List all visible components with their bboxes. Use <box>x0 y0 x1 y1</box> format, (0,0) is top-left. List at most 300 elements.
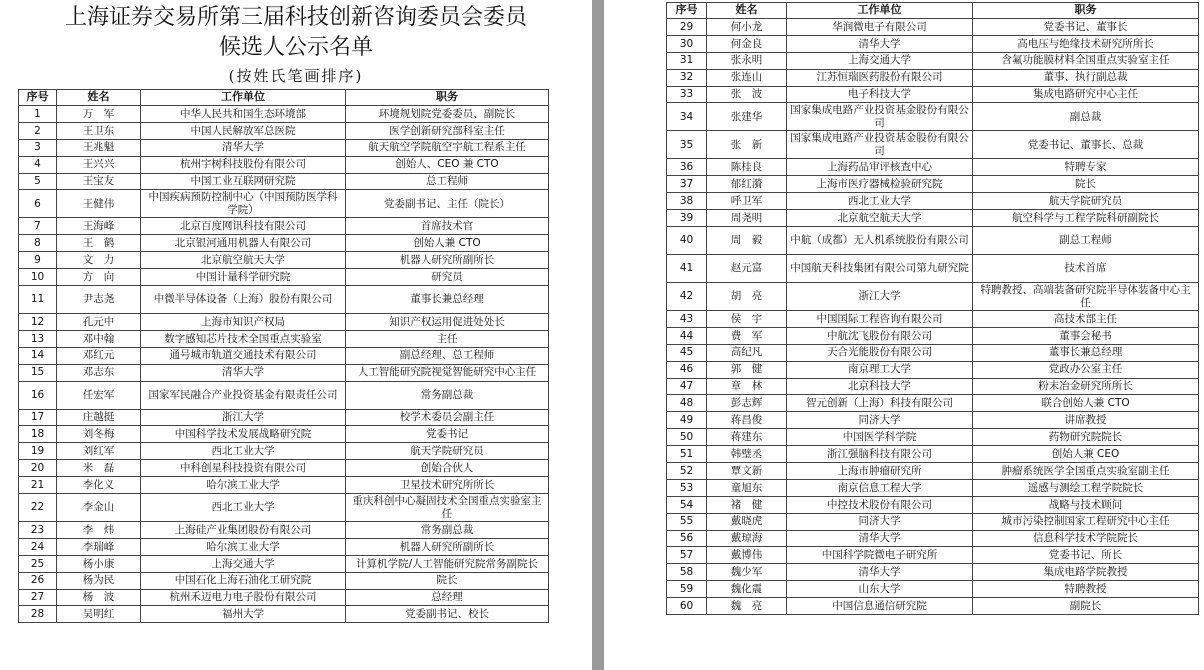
row-number: 37 <box>667 176 707 193</box>
header-title: 职务 <box>973 3 1199 19</box>
work-unit: 清华大学 <box>787 564 973 581</box>
position: 创始合伙人 <box>346 460 549 477</box>
row-number: 2 <box>19 122 57 139</box>
table-row <box>667 35 1199 52</box>
document-title: 上海证券交易所第三届科技创新咨询委员会委员 <box>64 5 527 30</box>
table-row <box>19 522 549 539</box>
row-number: 46 <box>667 361 707 378</box>
row-number: 3 <box>19 139 57 156</box>
position: 常务副总裁 <box>346 522 549 539</box>
candidate-name: 蒋建东 <box>707 429 787 446</box>
work-unit: 浙江大学 <box>787 283 973 311</box>
position: 院长 <box>346 572 549 589</box>
row-number: 38 <box>667 193 707 210</box>
work-unit: 国家集成电路产业投资基金股份有限公司 <box>787 103 973 131</box>
candidate-name: 刘红军 <box>57 443 141 460</box>
candidate-name: 褚 健 <box>707 496 787 513</box>
candidate-name: 王健伟 <box>57 190 141 218</box>
work-unit: 清华大学 <box>141 139 346 156</box>
row-number: 41 <box>667 255 707 283</box>
row-number: 9 <box>19 252 57 269</box>
header-no: 序号 <box>19 90 57 106</box>
table-row <box>667 86 1199 103</box>
row-number: 52 <box>667 463 707 480</box>
row-number: 7 <box>19 218 57 235</box>
position: 党委书记 <box>346 426 549 443</box>
row-number: 60 <box>667 598 707 615</box>
position: 副总工程师 <box>973 227 1199 255</box>
candidate-name: 方 向 <box>57 269 141 286</box>
candidate-name: 张建华 <box>707 103 787 131</box>
position: 特聘专家 <box>973 159 1199 176</box>
position: 创始人兼 CTO <box>346 235 549 252</box>
table-row <box>667 311 1199 328</box>
table-row <box>19 235 549 252</box>
row-number: 29 <box>667 19 707 36</box>
row-number: 12 <box>19 314 57 331</box>
position: 环境规划院党委委员、副院长 <box>346 106 549 123</box>
row-number: 59 <box>667 581 707 598</box>
candidate-name: 费 军 <box>707 327 787 344</box>
table-row <box>19 122 549 139</box>
position: 航天学院研究员 <box>973 193 1199 210</box>
table-row <box>667 395 1199 412</box>
row-number: 32 <box>667 69 707 86</box>
work-unit: 西北工业大学 <box>141 443 346 460</box>
table-row <box>19 381 549 409</box>
row-number: 50 <box>667 429 707 446</box>
candidate-name: 呼卫军 <box>707 193 787 210</box>
work-unit: 上海药品审评核查中心 <box>787 159 973 176</box>
work-unit: 山东大学 <box>787 581 973 598</box>
position: 城市污染控制国家工程研究中心主任 <box>973 513 1199 530</box>
document-subtitle: (按姓氏笔画排序) <box>228 67 364 85</box>
table-row <box>19 252 549 269</box>
candidate-name: 陈桂良 <box>707 159 787 176</box>
table-row <box>19 286 549 314</box>
row-number: 56 <box>667 530 707 547</box>
row-number: 53 <box>667 479 707 496</box>
position: 研究员 <box>346 269 549 286</box>
candidate-name: 周 毅 <box>707 227 787 255</box>
candidate-name: 万 军 <box>57 106 141 123</box>
work-unit: 国家军民融合产业投资基金有限责任公司 <box>141 381 346 409</box>
work-unit: 北京航空航天大学 <box>141 252 346 269</box>
candidate-name: 韩璧丞 <box>707 446 787 463</box>
work-unit: 上海市肿瘤研究所 <box>787 463 973 480</box>
table-row <box>19 460 549 477</box>
position: 重庆科创中心凝固技术全国重点实验室主任 <box>346 494 549 522</box>
position: 董事长兼总经理 <box>346 286 549 314</box>
position: 党委副书记、主任（院长） <box>346 190 549 218</box>
row-number: 23 <box>19 522 57 539</box>
work-unit: 清华大学 <box>787 35 973 52</box>
table-row <box>19 477 549 494</box>
row-number: 39 <box>667 210 707 227</box>
row-number: 36 <box>667 159 707 176</box>
candidate-name: 戴晓虎 <box>707 513 787 530</box>
position: 集成电路研究中心主任 <box>973 86 1199 103</box>
work-unit: 通号城市轨道交通技术有限公司 <box>141 347 346 364</box>
position: 创始人兼 CEO <box>973 446 1199 463</box>
position: 院长 <box>973 176 1199 193</box>
position: 特聘教授、高端装备研究院半导体装备中心主任 <box>973 283 1199 311</box>
candidate-name: 赵元富 <box>707 255 787 283</box>
candidate-name: 吴明红 <box>57 606 141 623</box>
work-unit: 中控技术股份有限公司 <box>787 496 973 513</box>
work-unit: 上海硅产业集团股份有限公司 <box>141 522 346 539</box>
candidate-name: 李金山 <box>57 494 141 522</box>
work-unit: 中国人民解放军总医院 <box>141 122 346 139</box>
candidate-name: 高纪凡 <box>707 344 787 361</box>
work-unit: 上海交通大学 <box>787 52 973 69</box>
candidate-name: 王 鹤 <box>57 235 141 252</box>
row-number: 14 <box>19 347 57 364</box>
table-row <box>667 255 1199 283</box>
table-row <box>19 173 549 190</box>
position: 航天航空学院航空宇航工程系主任 <box>346 139 549 156</box>
row-number: 15 <box>19 364 57 381</box>
candidate-name: 邓红元 <box>57 347 141 364</box>
position: 高技术部主任 <box>973 311 1199 328</box>
document-title-line2: 候选人公示名单 <box>218 35 373 60</box>
row-number: 55 <box>667 513 707 530</box>
candidate-name: 何金良 <box>707 35 787 52</box>
candidate-name: 王卫东 <box>57 122 141 139</box>
candidate-name: 李 炜 <box>57 522 141 539</box>
work-unit: 西北工业大学 <box>141 494 346 522</box>
table-row <box>19 426 549 443</box>
table-row <box>667 361 1199 378</box>
row-number: 54 <box>667 496 707 513</box>
row-number: 19 <box>19 443 57 460</box>
candidate-name: 胡 亮 <box>707 283 787 311</box>
work-unit: 哈尔滨工业大学 <box>141 477 346 494</box>
candidate-name: 杨 波 <box>57 589 141 606</box>
work-unit: 北京银河通用机器人有限公司 <box>141 235 346 252</box>
candidate-name: 文 力 <box>57 252 141 269</box>
candidate-name: 杨小康 <box>57 555 141 572</box>
row-number: 1 <box>19 106 57 123</box>
work-unit: 上海市医疗器械检验研究院 <box>787 176 973 193</box>
table-row <box>667 52 1199 69</box>
table-row <box>19 494 549 522</box>
table-row <box>19 330 549 347</box>
row-number: 6 <box>19 190 57 218</box>
candidate-name: 庄越挺 <box>57 409 141 426</box>
row-number: 13 <box>19 330 57 347</box>
table-row <box>19 156 549 173</box>
candidate-name: 章 林 <box>707 378 787 395</box>
position: 遥感与测绘工程学院院长 <box>973 479 1199 496</box>
work-unit: 哈尔滨工业大学 <box>141 538 346 555</box>
table-row <box>667 283 1199 311</box>
row-number: 11 <box>19 286 57 314</box>
position: 机器人研究所副所长 <box>346 252 549 269</box>
table-row <box>19 139 549 156</box>
candidate-name: 戴琼海 <box>707 530 787 547</box>
row-number: 20 <box>19 460 57 477</box>
row-number: 28 <box>19 606 57 623</box>
position: 肿瘤系统医学全国重点实验室副主任 <box>973 463 1199 480</box>
candidate-name: 孔元中 <box>57 314 141 331</box>
table-row <box>19 269 549 286</box>
row-number: 17 <box>19 409 57 426</box>
table-row <box>19 589 549 606</box>
work-unit: 国家集成电路产业投资基金股份有限公司 <box>787 131 973 159</box>
document-page-left <box>0 0 592 670</box>
table-row <box>19 106 549 123</box>
position: 党政办公室主任 <box>973 361 1199 378</box>
position: 知识产权运用促进处处长 <box>346 314 549 331</box>
position: 总工程师 <box>346 173 549 190</box>
row-number: 4 <box>19 156 57 173</box>
position: 首席技术官 <box>346 218 549 235</box>
position: 党委书记、所长 <box>973 547 1199 564</box>
row-number: 24 <box>19 538 57 555</box>
table-row <box>667 69 1199 86</box>
row-number: 10 <box>19 269 57 286</box>
position: 总经理 <box>346 589 549 606</box>
work-unit: 中国航天科技集团有限公司第九研究院 <box>787 255 973 283</box>
row-number: 31 <box>667 52 707 69</box>
table-row <box>667 19 1199 36</box>
work-unit: 中国科学院微电子研究所 <box>787 547 973 564</box>
work-unit: 中航（成都）无人机系统股份有限公司 <box>787 227 973 255</box>
work-unit: 江苏恒瑞医药股份有限公司 <box>787 69 973 86</box>
position: 医学创新研究部科室主任 <box>346 122 549 139</box>
row-number: 35 <box>667 131 707 159</box>
table-row <box>667 496 1199 513</box>
table-row <box>667 327 1199 344</box>
candidate-name: 米 磊 <box>57 460 141 477</box>
work-unit: 北京航空航天大学 <box>787 210 973 227</box>
work-unit: 电子科技大学 <box>787 86 973 103</box>
work-unit: 清华大学 <box>141 364 346 381</box>
work-unit: 中国石化上海石油化工研究院 <box>141 572 346 589</box>
row-number: 58 <box>667 564 707 581</box>
position: 董事会秘书 <box>973 327 1199 344</box>
position: 创始人、CEO 兼 CTO <box>346 156 549 173</box>
work-unit: 中科创星科技投资有限公司 <box>141 460 346 477</box>
row-number: 25 <box>19 555 57 572</box>
candidate-name: 郭 健 <box>707 361 787 378</box>
position: 技术首席 <box>973 255 1199 283</box>
row-number: 21 <box>19 477 57 494</box>
table-row <box>19 572 549 589</box>
work-unit: 北京百度网讯科技有限公司 <box>141 218 346 235</box>
work-unit: 南京信息工程大学 <box>787 479 973 496</box>
table-row <box>667 564 1199 581</box>
document-page-right <box>604 0 1204 670</box>
work-unit: 中国医学科学院 <box>787 429 973 446</box>
row-number: 48 <box>667 395 707 412</box>
candidate-name: 王宝友 <box>57 173 141 190</box>
position: 机器人研究所副所长 <box>346 538 549 555</box>
table-row <box>667 210 1199 227</box>
candidate-name: 王兴兴 <box>57 156 141 173</box>
candidate-name: 何小龙 <box>707 19 787 36</box>
candidate-name: 张 新 <box>707 131 787 159</box>
table-row <box>667 131 1199 159</box>
candidate-table-part2 <box>666 2 1199 615</box>
table-row <box>667 479 1199 496</box>
candidate-name: 任宏军 <box>57 381 141 409</box>
position: 人工智能研究院视觉智能研究中心主任 <box>346 364 549 381</box>
table-row <box>667 547 1199 564</box>
position: 常务副总裁 <box>346 381 549 409</box>
position: 主任 <box>346 330 549 347</box>
table-header-row <box>19 90 549 106</box>
position: 党委书记、董事长、总裁 <box>973 131 1199 159</box>
work-unit: 浙江强脑科技有限公司 <box>787 446 973 463</box>
candidate-table-part1 <box>18 89 549 623</box>
work-unit: 中微半导体设备（上海）股份有限公司 <box>141 286 346 314</box>
row-number: 40 <box>667 227 707 255</box>
header-title: 职务 <box>346 90 549 106</box>
candidate-name: 尹志尧 <box>57 286 141 314</box>
table-row <box>667 446 1199 463</box>
work-unit: 浙江大学 <box>141 409 346 426</box>
candidate-name: 邓志东 <box>57 364 141 381</box>
table-row <box>667 193 1199 210</box>
candidate-name: 童旭东 <box>707 479 787 496</box>
candidate-name: 李化义 <box>57 477 141 494</box>
work-unit: 清华大学 <box>787 530 973 547</box>
table-row <box>19 443 549 460</box>
position: 卫星技术研究所所长 <box>346 477 549 494</box>
work-unit: 华润微电子有限公司 <box>787 19 973 36</box>
position: 药物研究院院长 <box>973 429 1199 446</box>
table-header-row <box>667 3 1199 19</box>
table-row <box>667 412 1199 429</box>
position: 信息科学技术学院院长 <box>973 530 1199 547</box>
position: 含氟功能膜材料全国重点实验室主任 <box>973 52 1199 69</box>
header-name: 姓名 <box>707 3 787 19</box>
work-unit: 中国国际工程咨询有限公司 <box>787 311 973 328</box>
work-unit: 同济大学 <box>787 513 973 530</box>
candidate-name: 蒋昌俊 <box>707 412 787 429</box>
work-unit: 中国计量科学研究院 <box>141 269 346 286</box>
position: 讲席教授 <box>973 412 1199 429</box>
position: 计算机学院/人工智能研究院常务副院长 <box>346 555 549 572</box>
table-row <box>19 314 549 331</box>
work-unit: 中国工业互联网研究院 <box>141 173 346 190</box>
table-row <box>19 347 549 364</box>
candidate-name: 杨为民 <box>57 572 141 589</box>
header-name: 姓名 <box>57 90 141 106</box>
candidate-name: 刘冬梅 <box>57 426 141 443</box>
position: 航天学院研究员 <box>346 443 549 460</box>
candidate-name: 郁红漪 <box>707 176 787 193</box>
candidate-name: 李瑞峰 <box>57 538 141 555</box>
row-number: 45 <box>667 344 707 361</box>
work-unit: 中华人民共和国生态环境部 <box>141 106 346 123</box>
position: 联合创始人兼 CTO <box>973 395 1199 412</box>
candidate-name: 覃文新 <box>707 463 787 480</box>
candidate-name: 张永明 <box>707 52 787 69</box>
row-number: 44 <box>667 327 707 344</box>
work-unit: 中国疾病预防控制中心（中国预防医学科学院） <box>141 190 346 218</box>
row-number: 5 <box>19 173 57 190</box>
table-row <box>667 513 1199 530</box>
table-row <box>667 227 1199 255</box>
table-row <box>667 103 1199 131</box>
table-row <box>19 364 549 381</box>
candidate-name: 彭志辉 <box>707 395 787 412</box>
table-row <box>667 530 1199 547</box>
work-unit: 北京科技大学 <box>787 378 973 395</box>
row-number: 34 <box>667 103 707 131</box>
work-unit: 同济大学 <box>787 412 973 429</box>
position: 粉末冶金研究所所长 <box>973 378 1199 395</box>
table-row <box>667 378 1199 395</box>
position: 集成电路学院教授 <box>973 564 1199 581</box>
row-number: 42 <box>667 283 707 311</box>
work-unit: 杭州宇树科技股份有限公司 <box>141 156 346 173</box>
candidate-name: 张连山 <box>707 69 787 86</box>
row-number: 27 <box>19 589 57 606</box>
work-unit: 数字感知芯片技术全国重点实验室 <box>141 330 346 347</box>
position: 特聘教授 <box>973 581 1199 598</box>
work-unit: 杭州禾迈电力电子股份有限公司 <box>141 589 346 606</box>
candidate-name: 周尧明 <box>707 210 787 227</box>
row-number: 18 <box>19 426 57 443</box>
candidate-name: 王兆魁 <box>57 139 141 156</box>
position: 党委书记、董事长 <box>973 19 1199 36</box>
row-number: 49 <box>667 412 707 429</box>
work-unit: 南京理工大学 <box>787 361 973 378</box>
table-row <box>667 581 1199 598</box>
position: 董事长兼总经理 <box>973 344 1199 361</box>
table-row <box>19 538 549 555</box>
position: 校学术委员会副主任 <box>346 409 549 426</box>
work-unit: 中国科学技术发展战略研究院 <box>141 426 346 443</box>
candidate-name: 侯 宇 <box>707 311 787 328</box>
candidate-name: 张 波 <box>707 86 787 103</box>
position: 战略与技术顾问 <box>973 496 1199 513</box>
position: 党委副书记、校长 <box>346 606 549 623</box>
header-org: 工作单位 <box>787 3 973 19</box>
position: 副总经理、总工程师 <box>346 347 549 364</box>
position: 副院长 <box>973 598 1199 615</box>
work-unit: 上海市知识产权局 <box>141 314 346 331</box>
candidate-name: 魏少军 <box>707 564 787 581</box>
candidate-name: 王海峰 <box>57 218 141 235</box>
row-number: 47 <box>667 378 707 395</box>
candidate-name: 戴博伟 <box>707 547 787 564</box>
table-row <box>667 598 1199 615</box>
table-row <box>19 606 549 623</box>
header-org: 工作单位 <box>141 90 346 106</box>
table-row <box>667 429 1199 446</box>
row-number: 51 <box>667 446 707 463</box>
row-number: 57 <box>667 547 707 564</box>
work-unit: 西北工业大学 <box>787 193 973 210</box>
work-unit: 天合光能股份有限公司 <box>787 344 973 361</box>
work-unit: 中航沈飞股份有限公司 <box>787 327 973 344</box>
table-row <box>19 218 549 235</box>
position: 副总裁 <box>973 103 1199 131</box>
table-row <box>667 159 1199 176</box>
work-unit: 福州大学 <box>141 606 346 623</box>
table-row <box>19 190 549 218</box>
row-number: 26 <box>19 572 57 589</box>
table-row <box>667 176 1199 193</box>
position: 高电压与绝缘技术研究所所长 <box>973 35 1199 52</box>
candidate-name: 魏化震 <box>707 581 787 598</box>
candidate-name: 邓中翰 <box>57 330 141 347</box>
